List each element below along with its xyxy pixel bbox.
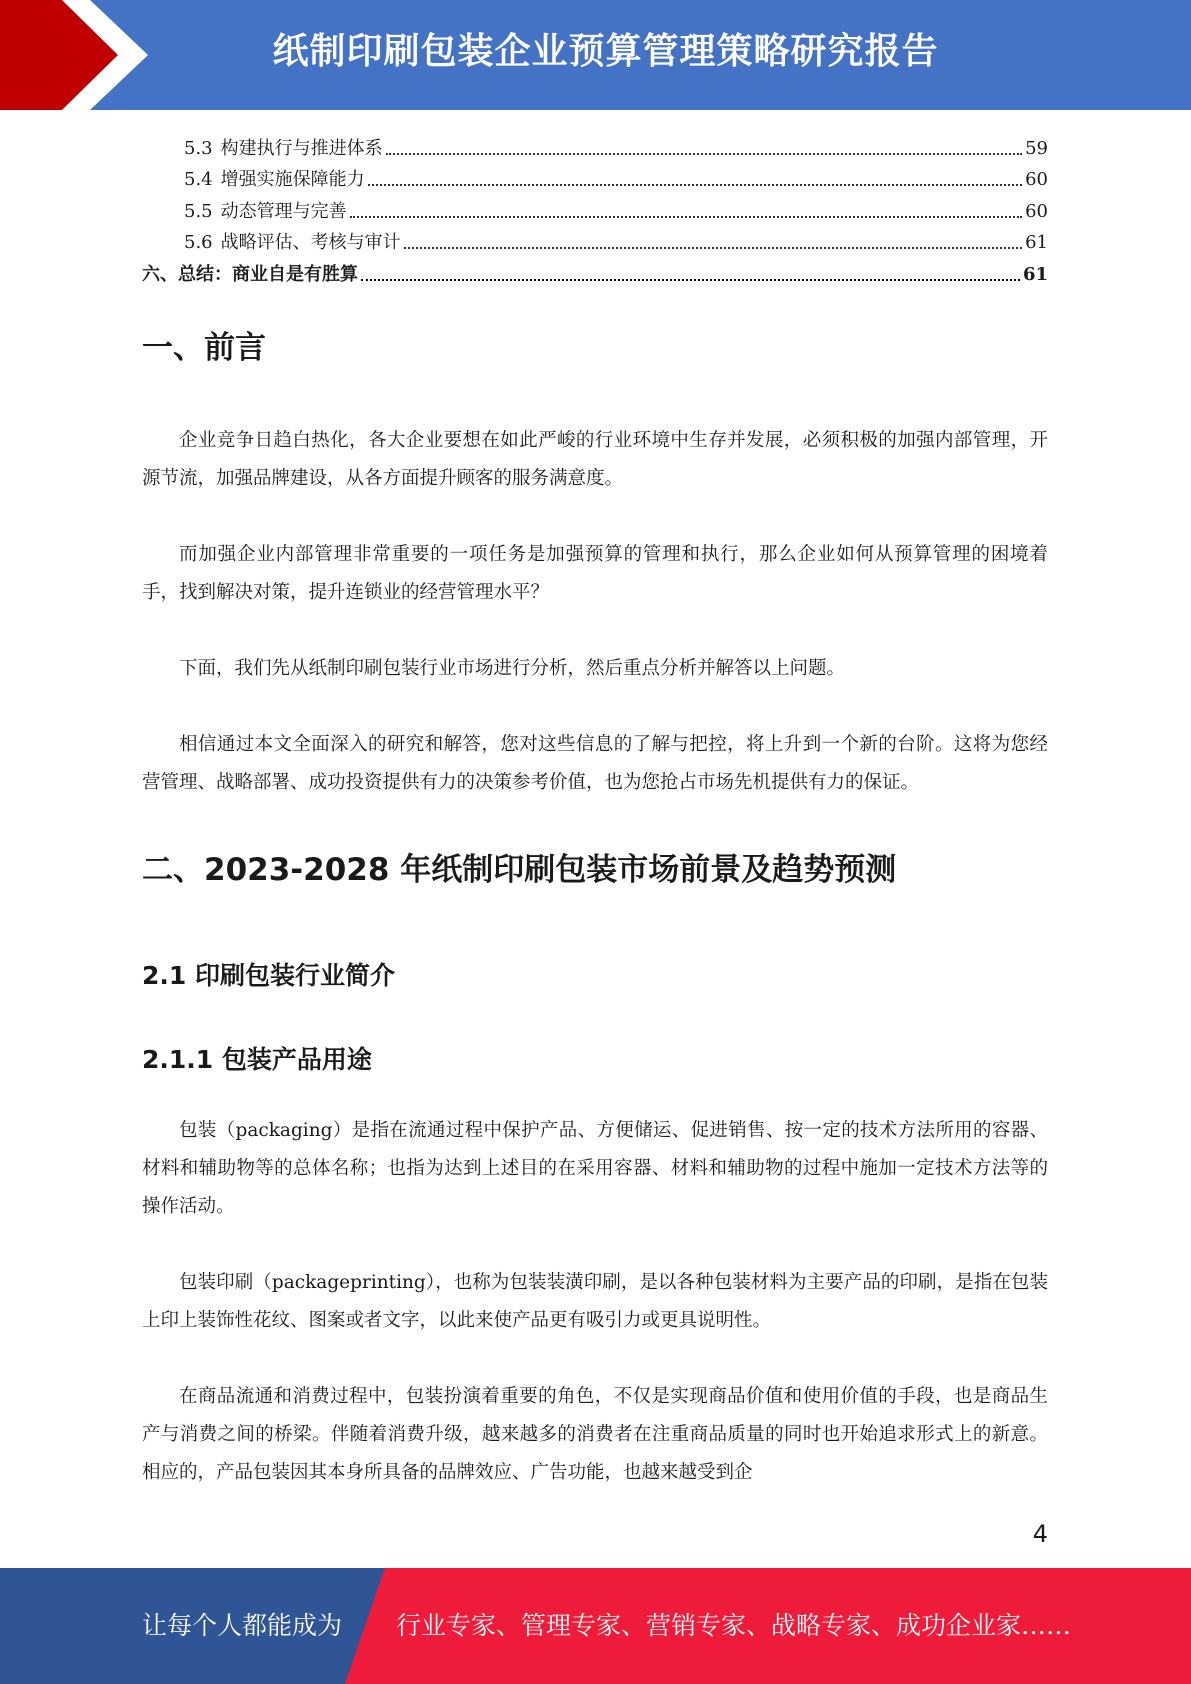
page-footer xyxy=(0,1568,1191,1684)
report-title: 纸制印刷包装企业预算管理策略研究报告 xyxy=(272,31,939,72)
chapter-2-heading: 二、2023-2028 年纸制印刷包装市场前景及趋势预测 xyxy=(142,852,897,888)
toc-entry-title: 战略评估、考核与审计 xyxy=(220,232,401,253)
toc-entry-page: 60 xyxy=(1025,169,1048,190)
page-number: 4 xyxy=(1032,1520,1048,1548)
toc-entry-title: 六、总结：商业自是有胜算 xyxy=(142,263,358,285)
toc-entry-title: 增强实施保障能力 xyxy=(220,169,365,190)
toc-entry-number: 5.4 xyxy=(184,169,213,190)
body-paragraph: 企业竞争日趋白热化，各大企业要想在如此严峻的行业环境中生存并发展，必须积极的加强内部管理，开源节流，加强品牌建设，从各方面提升顾客的服务满意度。 xyxy=(142,430,1048,489)
toc-entry[interactable] xyxy=(142,223,1048,255)
body-paragraph: 相信通过本文全面深入的研究和解答，您对这些信息的了解与把控，将上升到一个新的台阶。这将为您经营管理、战略部署、成功投资提供有力的决策参考价值，也为您抢占市场先机提供有力的保证。 xyxy=(142,734,1048,793)
footer-slogan-left: 让每个人都能成为 xyxy=(142,1611,343,1640)
body-paragraph: 而加强企业内部管理非常重要的一项任务是加强预算的管理和执行，那么企业如何从预算管理的困境着手，找到解决对策，提升连锁业的经营管理水平？ xyxy=(142,544,1048,603)
toc-entry-number: 5.3 xyxy=(184,137,213,159)
toc-leader-dots xyxy=(350,216,1022,218)
toc-entry-page: 61 xyxy=(1022,263,1048,285)
footer-slogan-right: 行业专家、管理专家、营销专家、战略专家、成功企业家…… xyxy=(396,1611,1072,1640)
toc-leader-dots xyxy=(386,153,1022,155)
toc-entry[interactable] xyxy=(142,128,1048,160)
toc-entry-page: 61 xyxy=(1025,232,1048,253)
toc-entry-page: 60 xyxy=(1025,200,1048,222)
toc-entry-title: 构建执行与推进体系 xyxy=(220,137,383,159)
body-paragraph: 下面，我们先从纸制印刷包装行业市场进行分析，然后重点分析并解答以上问题。 xyxy=(179,658,846,679)
toc-entry-title: 动态管理与完善 xyxy=(220,200,347,222)
toc-entry-number: 5.6 xyxy=(184,232,213,253)
document-body xyxy=(142,320,1048,1492)
body-paragraph: 在商品流通和消费过程中，包装扮演着重要的角色，不仅是实现商品价值和使用价值的手段，也是商品生产与消费之间的桥梁。伴随着消费升级，越来越多的消费者在注重商品质量的同时也开始追求形式上的新意。相应的，产品包装因其本身所具备的品牌效应、广告功能，也越来越受到企 xyxy=(142,1386,1048,1483)
toc-entry-number: 5.5 xyxy=(184,200,213,222)
toc-entry-chapter[interactable] xyxy=(142,254,1048,286)
table-of-contents xyxy=(142,128,1048,286)
preface-heading: 一、前言 xyxy=(142,330,266,366)
toc-entry[interactable] xyxy=(142,160,1048,192)
section-2-1-1-heading: 2.1.1 包装产品用途 xyxy=(142,1045,372,1074)
page-header xyxy=(0,0,1191,110)
toc-entry-page: 59 xyxy=(1025,137,1048,159)
toc-entry[interactable] xyxy=(142,191,1048,223)
toc-leader-dots xyxy=(404,247,1022,249)
section-2-1-heading: 2.1 印刷包装行业简介 xyxy=(142,961,395,990)
body-paragraph: 包装印刷（packageprinting），也称为包装装潢印刷，是以各种包装材料为主要产品的印刷，是指在包装上印上装饰性花纹、图案或者文字，以此来使产品更有吸引力或更具说明性。 xyxy=(142,1272,1048,1331)
toc-leader-dots xyxy=(361,279,1020,281)
body-paragraph: 包装（packaging）是指在流通过程中保护产品、方便储运、促进销售、按一定的技术方法所用的容器、材料和辅助物等的总体名称；也指为达到上述目的在采用容器、材料和辅助物的过程中施加一定技术方法等的操作活动。 xyxy=(142,1120,1048,1217)
toc-leader-dots xyxy=(368,184,1022,186)
